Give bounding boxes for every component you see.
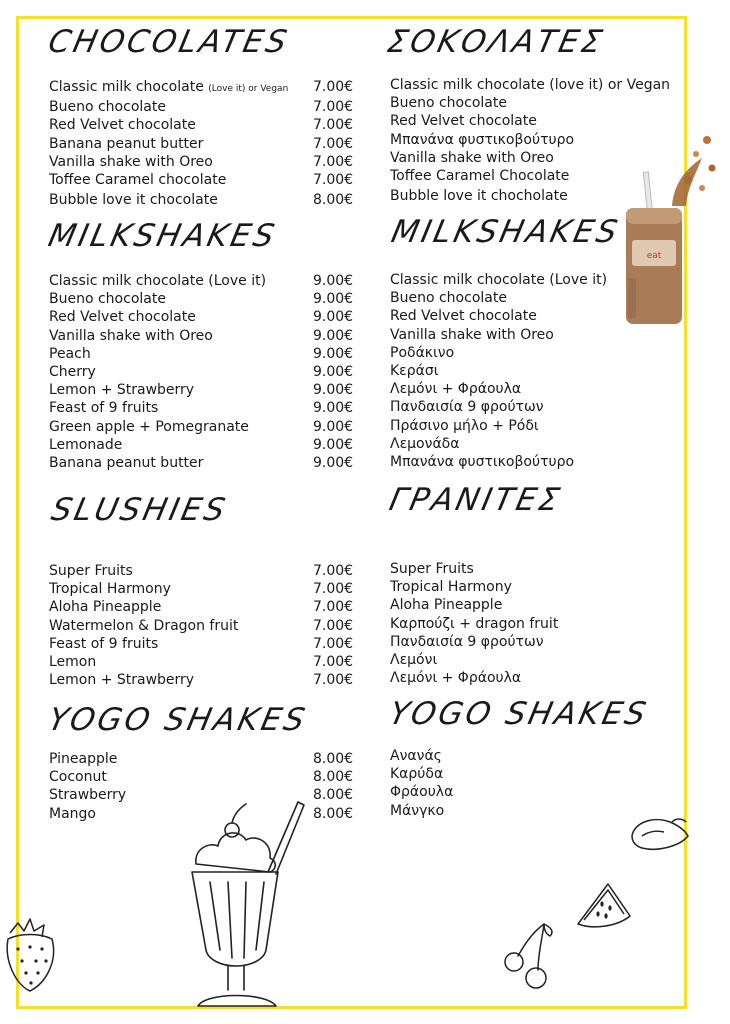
menu-item-gr: Red Velvet chocolate	[390, 308, 537, 325]
item-price: 7.00€	[313, 581, 354, 598]
item-name: Coconut	[49, 769, 107, 786]
item-name: Bueno chocolate	[49, 291, 166, 308]
menu-item-gr: Toffee Caramel Chocolate	[390, 168, 570, 185]
item-price: 9.00€	[313, 309, 354, 326]
menu-item-gr: Μάνγκο	[390, 802, 445, 819]
item-price: 9.00€	[313, 327, 354, 344]
item-price: 9.00€	[313, 400, 354, 417]
lemon-icon	[628, 812, 692, 854]
section-title-slushies-gr: ΓΡΑΝΙΤΕΣ	[386, 482, 566, 518]
item-price: 9.00€	[313, 291, 354, 308]
item-price: 7.00€	[313, 563, 354, 579]
menu-item	[49, 327, 353, 345]
item-name: Classic milk chocolate (Love it)	[49, 273, 267, 289]
menu-item-gr: Κεράσι	[390, 363, 439, 380]
menu-item-gr: Vanilla shake with Oreo	[390, 149, 554, 166]
item-name: Bueno chocolate	[49, 99, 166, 116]
watermelon-slice-icon	[574, 880, 634, 936]
menu-item	[49, 750, 353, 768]
item-name: Feast of 9 fruits	[49, 400, 159, 417]
menu-item-gr: Καρπούζι + dragon fruit	[390, 615, 559, 632]
item-price: 9.00€	[313, 418, 354, 435]
item-name: Cherry	[49, 364, 96, 381]
menu-item	[49, 671, 353, 689]
menu-item-gr: Καρύδα	[390, 766, 444, 783]
item-note: (Love it) or Vegan	[208, 84, 289, 94]
section-title-milkshakes-en: MILKSHAKES	[45, 218, 281, 254]
section-title-yogo-gr: YOGO SHAKES	[386, 696, 652, 732]
item-price: 9.00€	[313, 345, 354, 362]
item-price: 9.00€	[313, 382, 354, 399]
item-price: 8.00€	[313, 787, 354, 804]
menu-item-gr: Classic milk chocolate (Love it)	[390, 272, 608, 288]
item-name: Bubble love it chocolate	[49, 192, 218, 209]
item-name: Vanilla shake with Oreo	[49, 327, 213, 344]
item-name: Lemonade	[49, 436, 123, 453]
menu-item	[49, 116, 353, 134]
menu-item-gr: Red Velvet chocolate	[390, 113, 537, 130]
menu-item-gr: Tropical Harmony	[390, 579, 512, 596]
item-name: Mango	[49, 805, 96, 822]
slushies-list-en	[49, 562, 353, 689]
item-name: Lemon + Strawberry	[49, 382, 195, 399]
menu-item-gr: Ροδάκινο	[390, 344, 455, 361]
section-title-yogo-en: YOGO SHAKES	[45, 702, 311, 738]
svg-text:eat: eat	[646, 251, 662, 261]
item-name: Aloha Pineapple	[49, 599, 162, 616]
menu-item	[49, 290, 353, 308]
yogo-list-gr	[390, 747, 690, 820]
menu-item	[49, 653, 353, 671]
menu-item	[49, 78, 353, 98]
menu-item-gr: Λεμονάδα	[390, 435, 460, 452]
item-price: 9.00€	[313, 436, 354, 453]
item-price: 7.00€	[313, 599, 354, 616]
item-name: Vanilla shake with Oreo	[49, 153, 213, 170]
item-name: Watermelon & Dragon fruit	[49, 617, 239, 634]
strawberry-icon	[0, 915, 62, 995]
milkshakes-list-en	[49, 272, 353, 472]
menu-item-gr: Vanilla shake with Oreo	[390, 326, 554, 343]
item-price: 7.00€	[313, 99, 354, 116]
menu-item-gr: Λεμόνι + Φράουλα	[390, 670, 522, 687]
menu-item	[49, 635, 353, 653]
item-price: 8.00€	[313, 192, 354, 209]
menu-item	[49, 768, 353, 786]
menu-item-gr: Πράσινο μήλο + Ρόδι	[390, 417, 539, 434]
item-name: Strawberry	[49, 787, 127, 804]
menu-item-gr: Classic milk chocolate (love it) or Vegan	[390, 77, 671, 93]
menu-item-gr: Μπανάνα φυστικοβούτυρο	[390, 454, 575, 471]
milkshake-glass-icon	[180, 800, 310, 1014]
menu-item	[49, 171, 353, 189]
menu-item	[49, 345, 353, 363]
item-price: 7.00€	[313, 172, 354, 189]
menu-item	[49, 454, 353, 472]
item-price: 7.00€	[313, 654, 354, 671]
item-price: 7.00€	[313, 635, 354, 652]
item-price: 7.00€	[313, 117, 354, 134]
menu-item	[49, 272, 353, 290]
item-name: Classic milk chocolate	[49, 79, 204, 95]
chocolates-list-en	[49, 78, 353, 209]
item-name: Toffee Caramel chocolate	[49, 172, 227, 189]
menu-item	[49, 562, 353, 580]
item-price: 8.00€	[313, 769, 354, 786]
menu-item	[49, 617, 353, 635]
menu-item-gr: Φράουλα	[390, 784, 454, 801]
menu-item-gr: Ανανάς	[390, 748, 442, 764]
section-title-chocolates-gr: ΣΟΚΟΛΑΤΕΣ	[384, 24, 609, 60]
menu-item	[49, 399, 353, 417]
item-name: Super Fruits	[49, 563, 133, 579]
item-name: Tropical Harmony	[49, 581, 171, 598]
item-name: Red Velvet chocolate	[49, 309, 196, 326]
item-price: 8.00€	[313, 751, 354, 767]
menu-item-gr: Bueno chocolate	[390, 95, 507, 112]
item-name: Banana peanut butter	[49, 135, 204, 152]
menu-item-gr: Bubble love it chocholate	[390, 188, 568, 205]
item-price: 9.00€	[313, 273, 354, 289]
item-name: Peach	[49, 345, 91, 362]
item-price: 7.00€	[313, 135, 354, 152]
item-name: Red Velvet chocolate	[49, 117, 196, 134]
section-title-milkshakes-gr: MILKSHAKES	[388, 214, 624, 250]
item-name: Lemon + Strawberry	[49, 672, 195, 689]
cherries-icon	[496, 920, 560, 992]
menu-item	[49, 191, 353, 209]
menu-item	[49, 153, 353, 171]
item-name: Feast of 9 fruits	[49, 635, 159, 652]
section-title-slushies-en: SLUSHIES	[48, 492, 231, 528]
item-price: 9.00€	[313, 455, 354, 472]
slushies-list-gr	[390, 560, 690, 687]
menu-item	[49, 381, 353, 399]
menu-item	[49, 580, 353, 598]
menu-item	[49, 418, 353, 436]
item-name: Lemon	[49, 654, 97, 671]
menu-item-gr: Aloha Pineapple	[390, 597, 503, 614]
menu-item-gr: Πανδαισία 9 φρούτων	[390, 633, 544, 650]
menu-item	[49, 308, 353, 326]
menu-item-gr: Πανδαισία 9 φρούτων	[390, 399, 544, 416]
item-price: 7.00€	[313, 617, 354, 634]
menu-item-gr: Λεμόνι + Φράουλα	[390, 381, 522, 398]
item-price: 7.00€	[313, 672, 354, 689]
menu-item	[49, 436, 353, 454]
menu-item-gr: Λεμόνι	[390, 652, 438, 669]
item-name: Pineapple	[49, 751, 118, 767]
menu-item	[49, 98, 353, 116]
menu-item-gr: Super Fruits	[390, 561, 474, 577]
item-name: Banana peanut butter	[49, 455, 204, 472]
menu-item-gr: Bueno chocolate	[390, 290, 507, 307]
item-price: 9.00€	[313, 364, 354, 381]
item-price: 7.00€	[313, 79, 354, 95]
section-title-chocolates-en: CHOCOLATES	[45, 24, 293, 60]
menu-item	[49, 598, 353, 616]
item-price: 7.00€	[313, 153, 354, 170]
menu-item	[49, 135, 353, 153]
item-name: Green apple + Pomegranate	[49, 418, 249, 435]
menu-item	[49, 363, 353, 381]
chocolate-cup-photo	[612, 128, 716, 328]
item-price: 8.00€	[313, 805, 354, 822]
menu-item-gr: Μπανάνα φυστικοβούτυρο	[390, 131, 575, 148]
